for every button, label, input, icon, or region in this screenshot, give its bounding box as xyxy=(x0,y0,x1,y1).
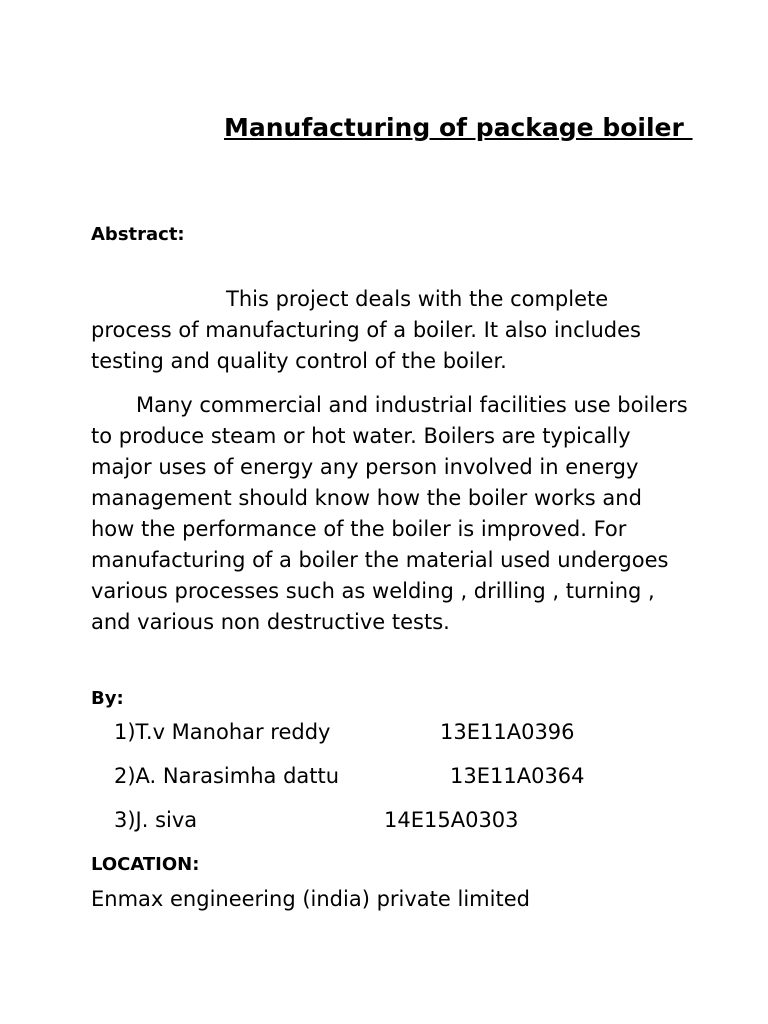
by-heading: By: xyxy=(91,688,124,709)
author-name: 2)A. Narasimha dattu xyxy=(114,764,340,788)
author-row xyxy=(114,762,585,790)
author-name: 1)T.v Manohar reddy xyxy=(114,720,331,744)
document-title xyxy=(91,109,711,147)
author-roll-number: 13E11A0396 xyxy=(440,720,575,744)
title-text: Manufacturing of package boiler xyxy=(224,113,693,142)
author-row xyxy=(114,718,575,746)
abstract-paragraph-1: This project deals with the complete process of manufacturing of a boiler. It also includes testing and quality control of the boiler. xyxy=(91,287,641,373)
location-text: Enmax engineering (india) private limited xyxy=(91,887,530,911)
author-roll-number: 14E15A0303 xyxy=(384,808,519,832)
abstract-heading: Abstract: xyxy=(91,224,185,245)
abstract-paragraph-2: Many commercial and industrial facilities use boilers to produce steam or hot water. Boilers are typically major uses of energy any person involved in energy management should know how the boiler works and how the performance of the boiler is improved. For manufacturing of a boiler the material used undergoes various processes such as welding , drilling , turning , and various non destructive tests. xyxy=(91,393,688,634)
author-roll-number: 13E11A0364 xyxy=(450,764,585,788)
location-heading: LOCATION: xyxy=(91,854,200,875)
author-row xyxy=(114,806,519,834)
author-name: 3)J. siva xyxy=(114,808,198,832)
